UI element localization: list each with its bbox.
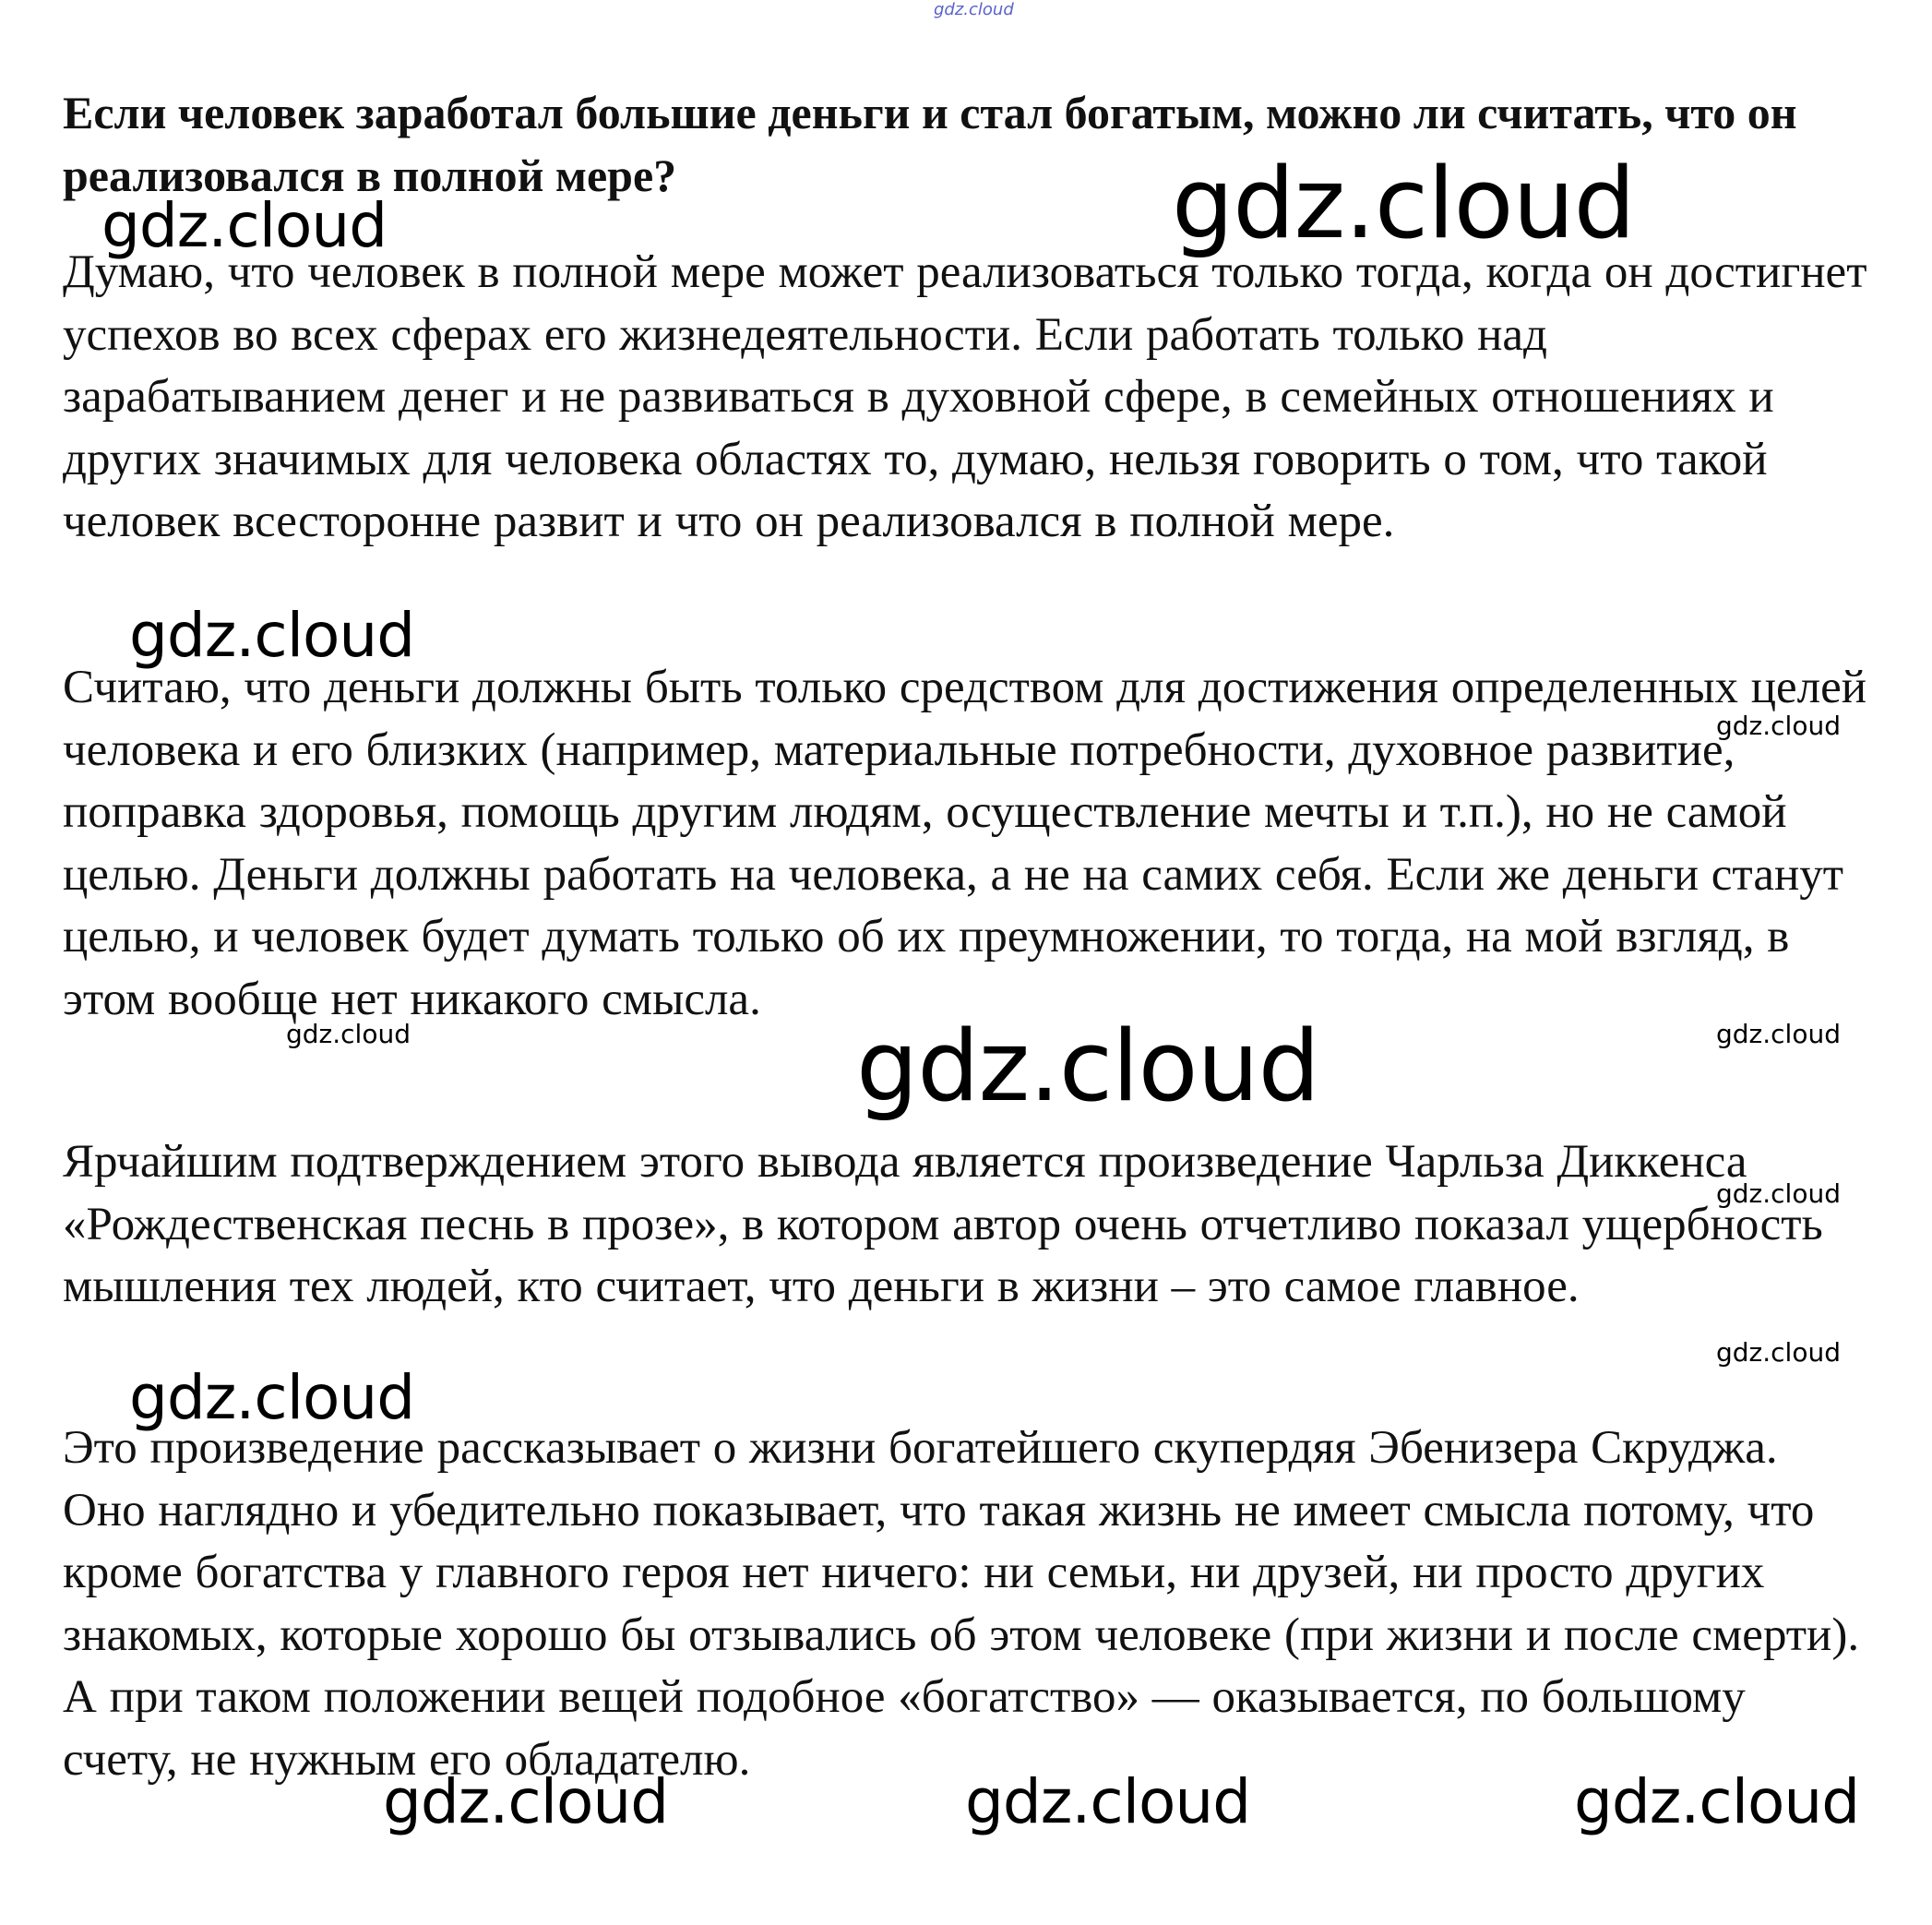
watermark-small: gdz.cloud xyxy=(1716,711,1841,741)
header-watermark: gdz.cloud xyxy=(934,0,1014,19)
watermark-large: gdz.cloud xyxy=(856,1010,1319,1123)
watermark-large: gdz.cloud xyxy=(1172,147,1635,260)
watermark: gdz.cloud xyxy=(383,1766,669,1837)
watermark-small: gdz.cloud xyxy=(286,1019,411,1049)
watermark-small: gdz.cloud xyxy=(1716,1019,1841,1049)
watermark: gdz.cloud xyxy=(965,1766,1251,1837)
answer-paragraph-3: Ярчайшим подтверждением этого вывода является произведение Чарльза Диккенса «Рождественская песнь в прозе», в котором автор очень отчетливо показал ущербность мышления тех людей, кто считает, что деньги в жизни – это самое главное. xyxy=(63,1136,1823,1312)
answer-paragraph-1: Думаю, что человек в полной мере может реализоваться только тогда, когда он достигнет успехов во всех сферах его жизнедеятельности. Если работать только над зарабатыванием денег и не развиваться в духовной сфере, в семейных отношениях и других значимых для человека областях то, думаю, нельзя говорить о том, что такой человек всесторонне развит и что он реализовался в полной мере. xyxy=(63,246,1867,547)
answer-paragraph-4: Это произведение рассказывает о жизни богатейшего скупердяя Эбенизера Скруджа. Оно наглядно и убедительно показывает, что такая жизнь не имеет смысла потому, что кроме богатства у главного героя нет ничего: ни семьи, ни друзей, ни просто других знакомых, которые хорошо бы отзывались об этом человеке (при жизни и после смерти). А при таком положении вещей подобное «богатство» — оказывается, по большому счету, не нужным его обладателю. xyxy=(63,1422,1860,1786)
answer-paragraph-2: Считаю, что деньги должны быть только средством для достижения определенных целей человека и его близких (например, материальные потребности, духовное развитие, поправка здоровья, помощь другим людям, осуществление мечты и т.п.), но не самой целью. Деньги должны работать на человека, а не на самих себя. Если же деньги станут целью, и человек будет думать только об их преумножении, то тогда, на мой взгляд, в этом вообще нет никакого смысла. xyxy=(63,662,1867,1025)
watermark-small: gdz.cloud xyxy=(1716,1337,1841,1368)
watermark-small: gdz.cloud xyxy=(1716,1178,1841,1209)
watermark: gdz.cloud xyxy=(101,190,388,261)
question-heading: Если человек заработал большие деньги и стал богатым, можно ли считать, что он реализовался в полной мере? xyxy=(63,87,1797,201)
watermark: gdz.cloud xyxy=(1574,1766,1860,1837)
watermark: gdz.cloud xyxy=(129,1362,415,1433)
watermark: gdz.cloud xyxy=(129,600,415,671)
